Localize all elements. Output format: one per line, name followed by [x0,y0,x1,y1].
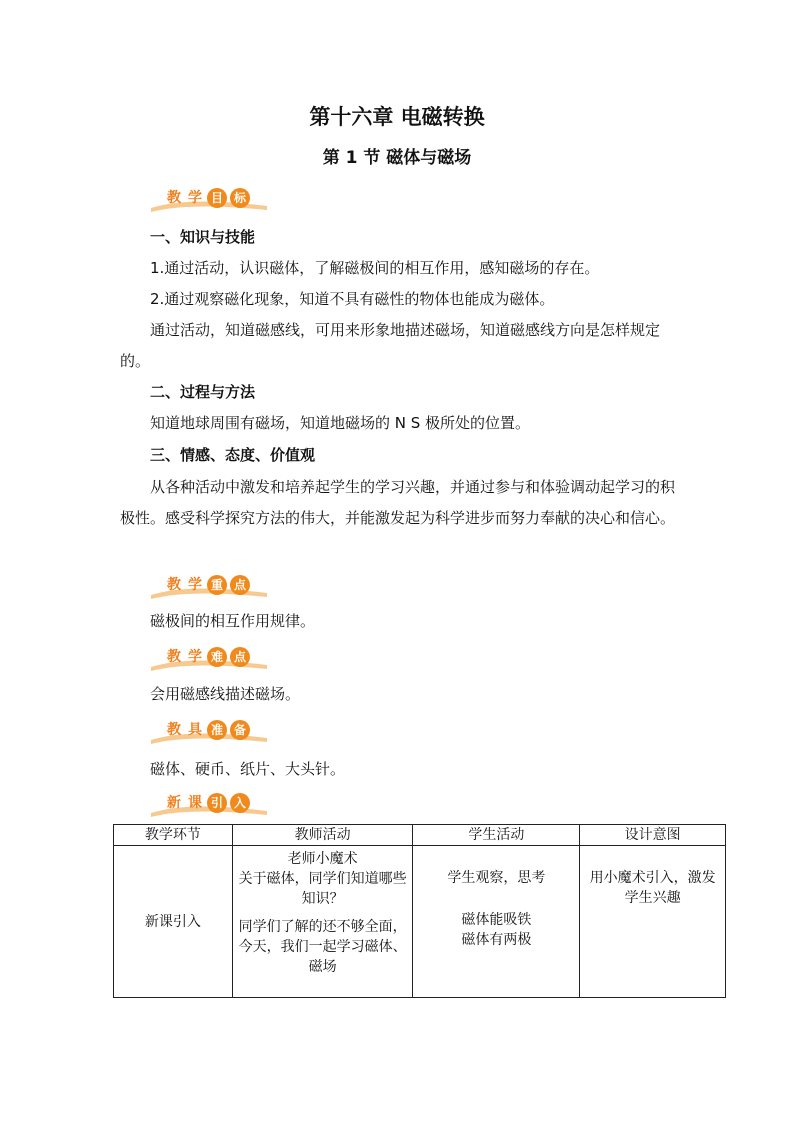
tag-char: 标 [230,188,250,208]
tools-text: 磁体、硬币、纸片、大头针。 [150,760,346,778]
tag-char: 具 [188,722,202,738]
lesson-table [113,824,726,998]
goals-paragraph-1: 1.通过活动，认识磁体，了解磁极间的相互作用，感知磁场的存在。 [150,259,600,277]
tag-char: 学 [188,577,202,593]
tag-char: 入 [230,793,250,813]
section-tag-key [149,573,269,599]
section-tag-tools [149,718,269,744]
section-tag-difficult [149,645,269,671]
key-point-text: 磁极间的相互作用规律。 [150,612,316,630]
intent-line: 用小魔术引入，激发 [589,870,716,886]
table-row [114,846,726,998]
tag-char: 教 [167,722,181,738]
intent-line: 学生兴趣 [624,890,681,906]
table-header-cell: 教师活动 [232,825,413,846]
section-tag-goals [149,186,269,212]
section-title: 第 1 节 磁体与磁场 [322,148,472,168]
design-intent-cell [580,846,726,998]
table-header-row [114,825,726,846]
table-header-cell: 设计意图 [580,825,726,846]
section-tag-intro [149,791,269,817]
tag-char: 点 [230,647,250,667]
student-activity-cell [413,846,580,998]
tag-char: 课 [188,795,202,811]
tag-char: 学 [188,649,202,665]
goals-heading-1: 一、知识与技能 [150,228,256,246]
chapter-title: 第十六章 电磁转换 [309,105,485,129]
student-line: 磁体有两极 [461,932,532,948]
stage-cell: 新课引入 [114,846,233,998]
difficult-point-text: 会用磁感线描述磁场。 [150,685,301,703]
tag-char: 点 [230,575,250,595]
tag-char: 学 [188,190,202,206]
goals-paragraph-4: 知道地球周围有磁场，知道地磁场的 N S 极所处的位置。 [150,414,531,432]
table-header-cell: 学生活动 [413,825,580,846]
tag-char: 新 [167,795,181,811]
goals-paragraph-3: 通过活动，知道磁感线，可用来形象地描述磁场，知道磁感线方向是怎样规定的。 [120,321,661,370]
student-line: 学生观察，思考 [447,870,546,886]
tag-char: 引 [207,793,227,813]
teacher-line: 关于磁体，同学们知道哪些知识？ [238,871,407,907]
goals-heading-3: 三、情感、态度、价值观 [150,446,316,464]
tag-char: 难 [207,647,227,667]
goals-paragraph-2: 2.通过观察磁化现象，知道不具有磁性的物体也能成为磁体。 [150,290,555,308]
teacher-line: 老师小魔术 [287,851,358,867]
tag-char: 教 [167,190,181,206]
student-line: 磁体能吸铁 [461,912,532,928]
tag-char: 重 [207,575,227,595]
tag-char: 目 [207,188,227,208]
tag-char: 教 [167,649,181,665]
tag-char: 教 [167,577,181,593]
goals-heading-2: 二、过程与方法 [150,383,256,401]
tag-char: 准 [207,720,227,740]
table-header-cell: 教学环节 [114,825,233,846]
teacher-line: 同学们了解的还不够全面，今天，我们一起学习磁体、磁场 [238,919,407,975]
tag-char: 备 [230,720,250,740]
goals-paragraph-5: 从各种活动中激发和培养起学生的学习兴趣，并通过参与和体验调动起学习的积极性。感受科学探究方法的伟大，并能激发起为科学进步而努力奉献的决心和信心。 [120,478,676,527]
teacher-activity-cell [232,846,413,998]
